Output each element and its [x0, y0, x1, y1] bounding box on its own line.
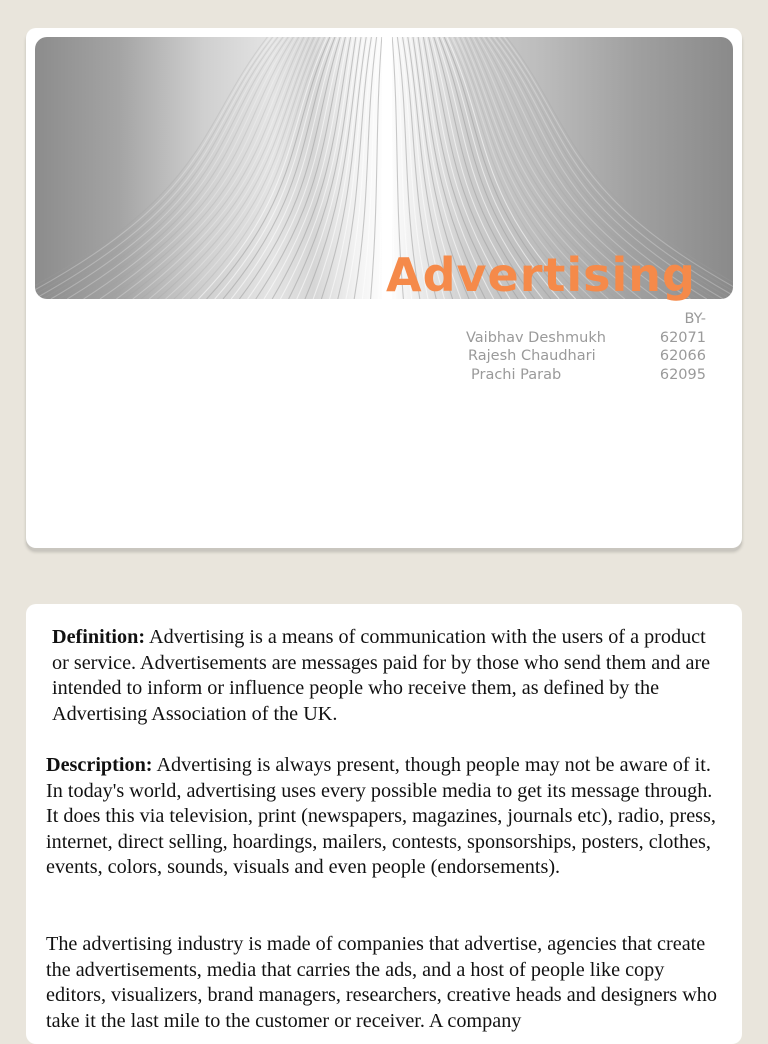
author-row: [466, 366, 706, 385]
author-name: Rajesh Chaudhari: [468, 348, 596, 364]
author-id: 62071: [659, 329, 706, 346]
by-label: BY-: [684, 311, 706, 327]
definition-paragraph: [52, 625, 718, 727]
author-row: [466, 329, 706, 348]
author-id: 62095: [659, 366, 706, 383]
author-name: Prachi Parab: [471, 366, 562, 383]
definition-label: Definition:: [52, 626, 146, 648]
slide-title: Advertising: [386, 248, 696, 302]
author-row: [466, 347, 706, 366]
description-label: Description:: [46, 754, 153, 776]
byline: [466, 310, 706, 384]
description-paragraph: [46, 753, 726, 881]
title-slide: [26, 28, 742, 548]
definition-text: Advertising is a means of communication with the users of a product or service. Advertisements are messages paid for by those who send them and are intended to inform or influence people who receive them, as defined by the Advertising Association of the UK.: [52, 626, 711, 725]
industry-paragraph: The advertising industry is made of companies that advertise, agencies that create the advertisements, media that carries the ads, and a host of people like copy editors, visualizers, brand managers, researchers, creative heads and designers who take it the last mile to the customer or receiver. A company: [46, 933, 717, 1032]
content-slide: [26, 604, 742, 1044]
description-text: Advertising is always present, though people may not be aware of it. In today's world, advertising uses every possible media to get its message through. It does this via television, print (newspapers, magazines, journals etc), radio, press, internet, direct selling, hoardings, mailers, contests, sponsorships, posters, clothes, events, colors, sounds, visuals and even people (endorsements).: [46, 754, 716, 879]
author-name: Vaibhav Deshmukh: [466, 329, 606, 346]
author-id: 62066: [659, 348, 706, 364]
